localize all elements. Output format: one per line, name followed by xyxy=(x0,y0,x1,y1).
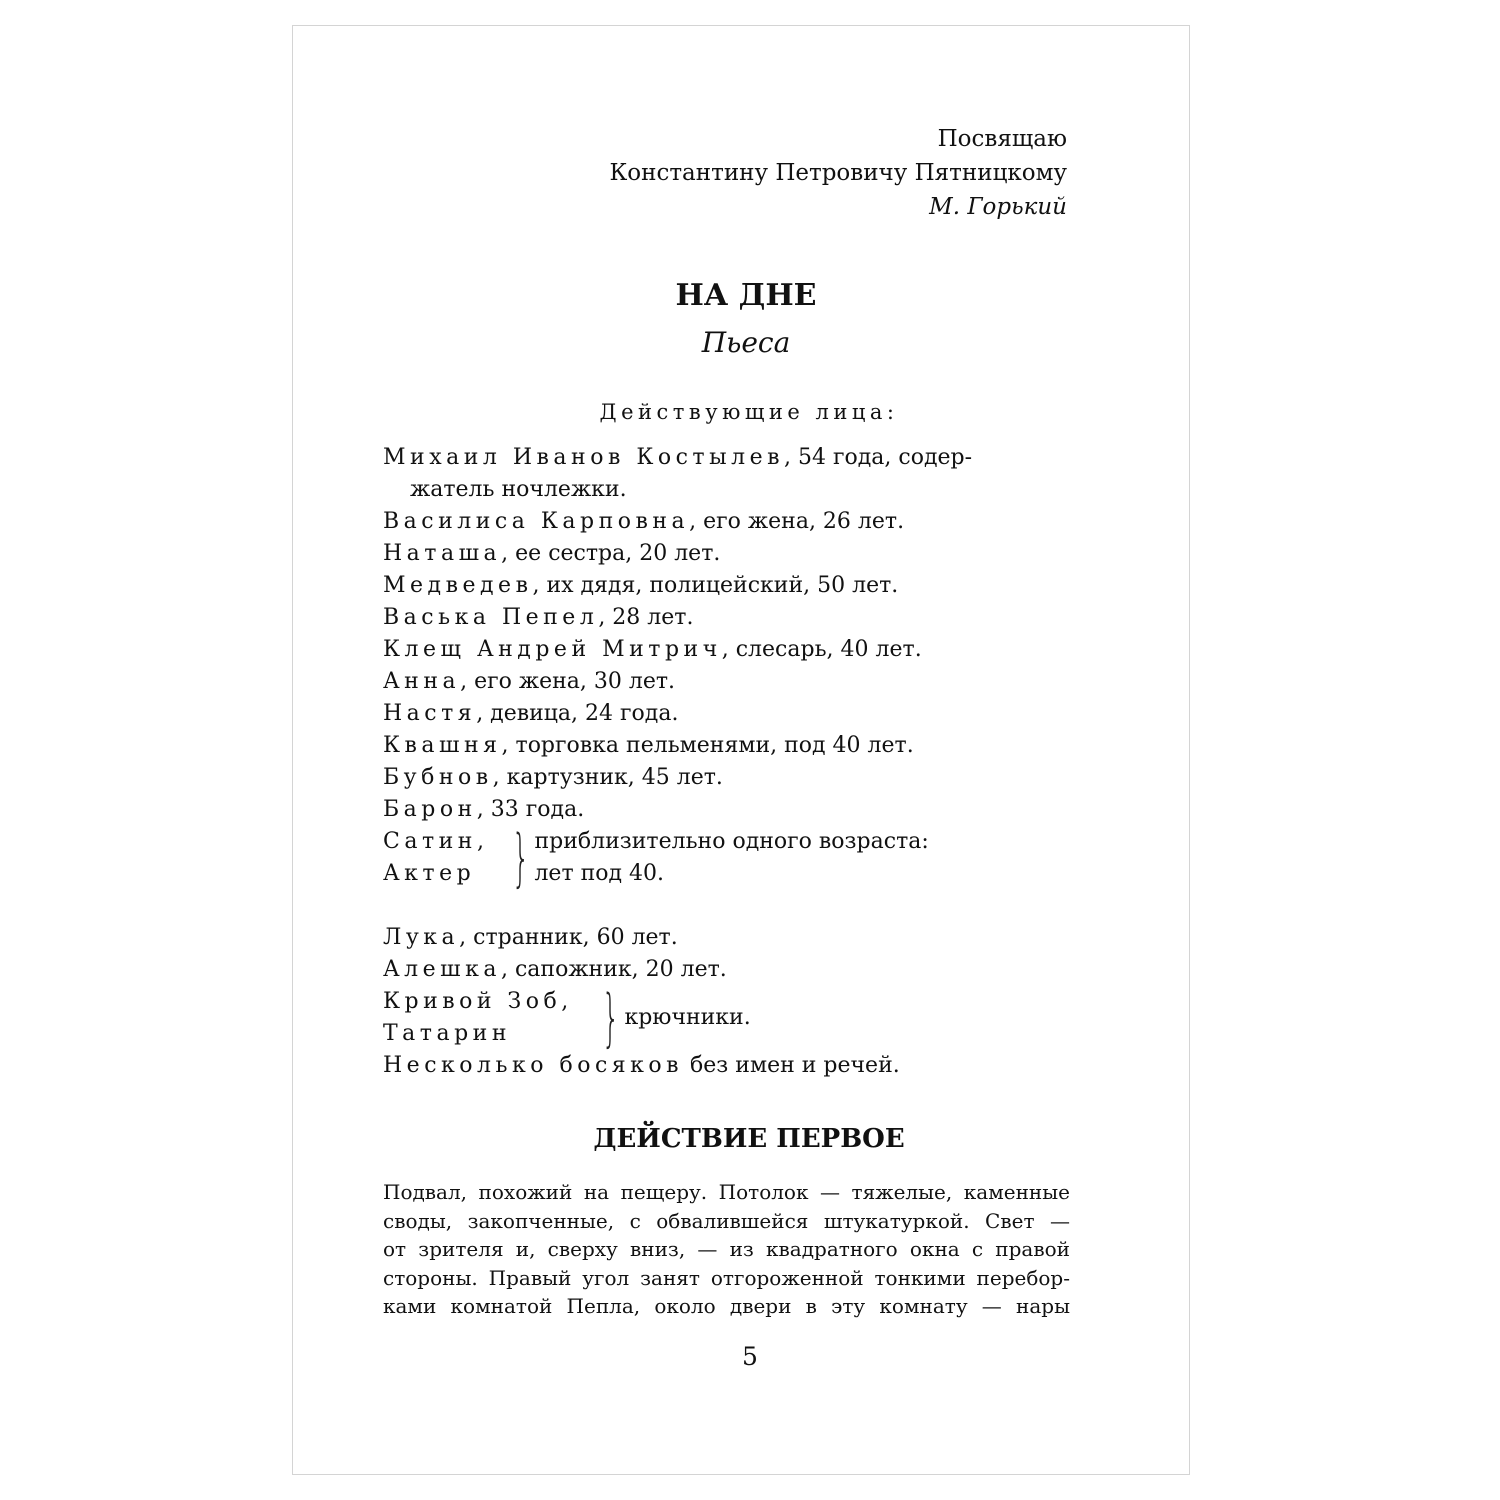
group-desc-line: лет под 40. xyxy=(534,861,665,886)
character-name: Наташа xyxy=(383,541,502,566)
stage-direction xyxy=(383,1178,1070,1321)
cast-entry-continuation xyxy=(383,474,1103,506)
character-name: Анна xyxy=(383,669,461,694)
character-desc: , 54 года, содер- xyxy=(783,445,973,470)
cast-entry xyxy=(383,730,1103,762)
play-subtitle: Пьеса xyxy=(701,326,791,359)
character-name: Клещ Андрей Митрич xyxy=(383,637,722,662)
play-title: НА ДНЕ xyxy=(675,278,817,313)
character-name: Сатин, xyxy=(383,829,489,854)
page-number: 5 xyxy=(742,1342,758,1371)
stage-line: Подвал, похожий на пещеру. Потолок — тяжелые, каменные xyxy=(383,1180,1070,1204)
cast-entry xyxy=(383,570,1103,602)
character-name: Актер xyxy=(383,861,476,886)
character-name: Василиса Карповна xyxy=(383,509,690,534)
cast-group-kryuchniki xyxy=(383,981,1103,1054)
cast-entry xyxy=(383,442,1103,474)
brace-icon: } xyxy=(511,821,530,894)
character-desc: , его жена, 30 лет. xyxy=(460,669,676,694)
stage-line: своды, закопченные, с обвалившейся штукатуркой. Свет — xyxy=(383,1208,1070,1233)
spacer xyxy=(383,890,1103,922)
stage-line: стороны. Правый угол занят отгороженной тонкими перебор- xyxy=(383,1265,1070,1290)
group-names xyxy=(383,826,507,890)
cast-entry xyxy=(383,538,1103,570)
character-desc: , картузник, 45 лет. xyxy=(492,765,723,790)
stage-line: ками комнатой Пепла, около двери в эту комнату — нары xyxy=(383,1294,1070,1318)
character-desc: , девица, 24 года. xyxy=(476,701,679,726)
character-desc: , слесарь, 40 лет. xyxy=(721,637,922,662)
group-desc: крючники. xyxy=(624,1005,751,1030)
cast-entry xyxy=(383,922,1103,954)
character-name: Квашня xyxy=(383,733,502,758)
character-desc: без имен и речей. xyxy=(683,1053,900,1078)
stage-line: от зрителя и, сверху вниз, — из квадратного окна с правой xyxy=(383,1237,1070,1261)
character-name: Михаил Иванов Костылев xyxy=(383,445,784,470)
act-title: ДЕЙСТВИЕ ПЕРВОЕ xyxy=(593,1124,905,1154)
character-name: Несколько босяков xyxy=(383,1053,684,1078)
group-names xyxy=(383,986,597,1050)
character-desc: , странник, 60 лет. xyxy=(459,925,678,950)
character-desc: жатель ночлежки. xyxy=(410,477,627,502)
cast-list xyxy=(383,442,1103,1082)
group-desc-line: приблизительно одного возраста: xyxy=(534,829,929,854)
cast-heading: Действующие лица: xyxy=(599,400,899,424)
cast-entry xyxy=(383,954,1103,986)
cast-entry xyxy=(383,602,1103,634)
cast-entry xyxy=(383,506,1103,538)
character-name: Бубнов xyxy=(383,765,493,790)
character-desc: , 28 лет. xyxy=(598,605,694,630)
character-name: Татарин xyxy=(383,1021,511,1046)
character-name: Васька Пепел xyxy=(383,605,599,630)
group-desc xyxy=(534,826,928,890)
cast-group-satin-akter xyxy=(383,821,1103,894)
character-name: Настя xyxy=(383,701,477,726)
cast-entry xyxy=(383,666,1103,698)
character-desc: , ее сестра, 20 лет. xyxy=(501,541,721,566)
cast-entry xyxy=(383,794,1103,826)
cast-entry xyxy=(383,634,1103,666)
character-desc: , их дядя, полицейский, 50 лет. xyxy=(532,573,899,598)
character-name: Алешка xyxy=(383,957,501,982)
character-name: Медведев xyxy=(383,573,533,598)
character-desc: , 33 года. xyxy=(476,797,585,822)
character-name: Барон xyxy=(383,797,477,822)
character-desc: , торговка пельменями, под 40 лет. xyxy=(501,733,914,758)
cast-entry xyxy=(383,762,1103,794)
book-page xyxy=(292,25,1190,1475)
brace-icon: } xyxy=(601,981,620,1054)
character-name: Лука xyxy=(383,925,460,950)
cast-entry xyxy=(383,1050,1103,1082)
character-desc: , его жена, 26 лет. xyxy=(689,509,905,534)
dedication-recipient: Константину Петровичу Пятницкому xyxy=(609,160,1067,186)
cast-entry xyxy=(383,698,1103,730)
character-name: Кривой Зоб, xyxy=(383,989,573,1014)
dedication-line: Посвящаю xyxy=(937,126,1067,152)
character-desc: , сапожник, 20 лет. xyxy=(500,957,727,982)
dedication xyxy=(609,122,1067,224)
dedication-author: М. Горький xyxy=(929,194,1067,220)
